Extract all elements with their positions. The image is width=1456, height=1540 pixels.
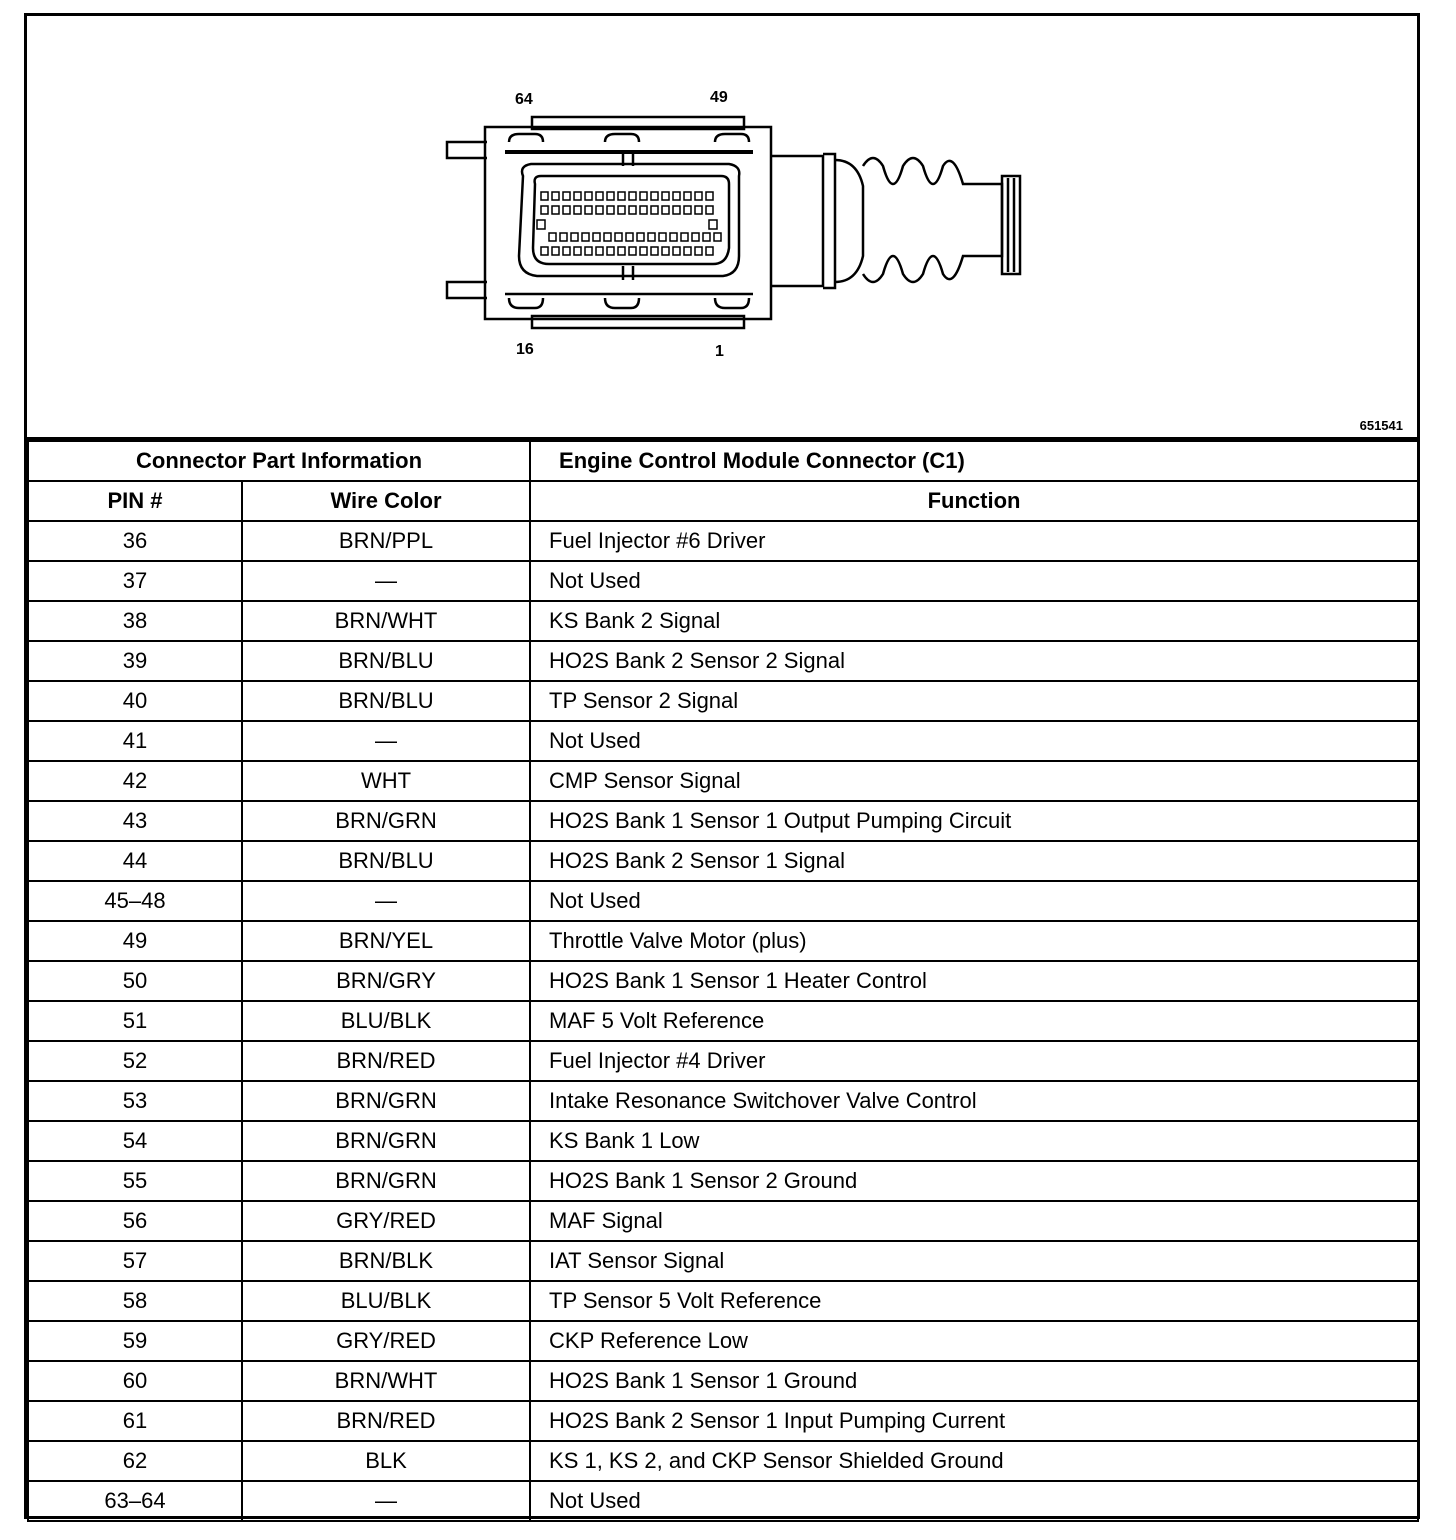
function-cell: Not Used xyxy=(530,721,1418,761)
pin-cavity xyxy=(541,247,548,255)
pin-cavity xyxy=(673,247,680,255)
pin-cell: 51 xyxy=(28,1001,242,1041)
pin-cavity xyxy=(706,206,713,214)
pin-cavity xyxy=(585,247,592,255)
pin-cavity xyxy=(552,206,559,214)
pin-cavity xyxy=(604,233,611,241)
wire-color-cell: — xyxy=(242,561,530,601)
pin-cavity xyxy=(662,247,669,255)
function-cell: Throttle Valve Motor (plus) xyxy=(530,921,1418,961)
pin-cell: 45–48 xyxy=(28,881,242,921)
table-row xyxy=(28,521,1418,561)
wire-color-cell: BLU/BLK xyxy=(242,1001,530,1041)
connector-sheet xyxy=(24,13,1420,1519)
pin-cavity xyxy=(681,233,688,241)
table-row xyxy=(28,881,1418,921)
pin-cavity xyxy=(651,206,658,214)
pin-cavity xyxy=(684,247,691,255)
table-row xyxy=(28,1161,1418,1201)
pin-cavity xyxy=(695,192,702,200)
function-cell: HO2S Bank 1 Sensor 2 Ground xyxy=(530,1161,1418,1201)
table-row xyxy=(28,1441,1418,1481)
pin-cell: 36 xyxy=(28,521,242,561)
pin-cell: 61 xyxy=(28,1401,242,1441)
pin-cavity xyxy=(640,206,647,214)
pin-cell: 57 xyxy=(28,1241,242,1281)
pin-cavity xyxy=(574,192,581,200)
pin-cavity xyxy=(607,247,614,255)
function-cell: HO2S Bank 1 Sensor 1 Output Pumping Circuit xyxy=(530,801,1418,841)
pin-cell: 58 xyxy=(28,1281,242,1321)
function-cell: Not Used xyxy=(530,881,1418,921)
pin-cavity xyxy=(662,206,669,214)
pin-cell: 63–64 xyxy=(28,1481,242,1521)
wire-color-cell: — xyxy=(242,1481,530,1521)
wire-color-cell: BRN/BLU xyxy=(242,641,530,681)
wire-color-cell: BRN/GRN xyxy=(242,1081,530,1121)
table-row xyxy=(28,1401,1418,1441)
pin-cell: 41 xyxy=(28,721,242,761)
pin-cell: 37 xyxy=(28,561,242,601)
figure-id: 651541 xyxy=(1359,418,1403,433)
pin-cavity xyxy=(582,233,589,241)
table-row xyxy=(28,681,1418,721)
table-row xyxy=(28,561,1418,601)
pin-cavity xyxy=(607,206,614,214)
table-row xyxy=(28,761,1418,801)
pin-cavity xyxy=(541,192,548,200)
pin-label-16: 16 xyxy=(516,341,534,358)
table-row xyxy=(28,1241,1418,1281)
wire-color-cell: BRN/RED xyxy=(242,1401,530,1441)
pin-cavity xyxy=(585,192,592,200)
pin-cell: 56 xyxy=(28,1201,242,1241)
pinout-table xyxy=(27,440,1419,1522)
function-cell: CKP Reference Low xyxy=(530,1321,1418,1361)
table-row xyxy=(28,1321,1418,1361)
function-cell: HO2S Bank 2 Sensor 1 Signal xyxy=(530,841,1418,881)
pin-cavity xyxy=(618,192,625,200)
table-row xyxy=(28,721,1418,761)
pin-cavity xyxy=(618,247,625,255)
wire-color-cell: — xyxy=(242,881,530,921)
pin-cell: 59 xyxy=(28,1321,242,1361)
wire-color-cell: BRN/BLU xyxy=(242,841,530,881)
connector-figure xyxy=(27,16,1417,440)
pin-cavity xyxy=(695,247,702,255)
wire-color-cell: BRN/GRN xyxy=(242,1121,530,1161)
function-cell: KS Bank 1 Low xyxy=(530,1121,1418,1161)
pin-cavity xyxy=(629,192,636,200)
ecm-connector-header: Engine Control Module Connector (C1) xyxy=(530,441,1418,481)
pin-cavity xyxy=(560,233,567,241)
pin-cavity xyxy=(596,247,603,255)
pin-cavity xyxy=(640,247,647,255)
function-cell: IAT Sensor Signal xyxy=(530,1241,1418,1281)
pin-cavity xyxy=(585,206,592,214)
pinout-table-body xyxy=(28,521,1418,1521)
table-row xyxy=(28,1201,1418,1241)
table-row xyxy=(28,1041,1418,1081)
pin-cavity xyxy=(571,233,578,241)
wire-color-cell: — xyxy=(242,721,530,761)
pin-cavity xyxy=(552,192,559,200)
function-cell: HO2S Bank 1 Sensor 1 Ground xyxy=(530,1361,1418,1401)
function-cell: Intake Resonance Switchover Valve Control xyxy=(530,1081,1418,1121)
wire-color-cell: GRY/RED xyxy=(242,1201,530,1241)
pin-label-49: 49 xyxy=(710,89,728,106)
wire-color-cell: BRN/GRN xyxy=(242,1161,530,1201)
pin-cavity xyxy=(640,192,647,200)
pin-column-header: PIN # xyxy=(28,481,242,521)
wire-color-cell: BRN/GRY xyxy=(242,961,530,1001)
function-cell: TP Sensor 2 Signal xyxy=(530,681,1418,721)
pin-label-1: 1 xyxy=(715,343,724,360)
wire-color-cell: BRN/BLK xyxy=(242,1241,530,1281)
pin-cavity xyxy=(651,247,658,255)
pin-cavity xyxy=(692,233,699,241)
table-row xyxy=(28,1121,1418,1161)
wire-color-cell: GRY/RED xyxy=(242,1321,530,1361)
pin-cavity xyxy=(607,192,614,200)
pin-cell: 52 xyxy=(28,1041,242,1081)
pin-cavity xyxy=(549,233,556,241)
pin-cell: 53 xyxy=(28,1081,242,1121)
wire-color-cell: BRN/GRN xyxy=(242,801,530,841)
pin-cell: 43 xyxy=(28,801,242,841)
pin-cavity xyxy=(615,233,622,241)
pin-cavity xyxy=(714,233,721,241)
pin-cavity xyxy=(593,233,600,241)
pin-label-64: 64 xyxy=(515,91,533,108)
pin-cell: 49 xyxy=(28,921,242,961)
pin-cell: 38 xyxy=(28,601,242,641)
pin-cavity xyxy=(648,233,655,241)
function-cell: HO2S Bank 2 Sensor 2 Signal xyxy=(530,641,1418,681)
pin-cavity xyxy=(637,233,644,241)
pin-cell: 42 xyxy=(28,761,242,801)
function-cell: KS 1, KS 2, and CKP Sensor Shielded Ground xyxy=(530,1441,1418,1481)
pin-cell: 39 xyxy=(28,641,242,681)
table-row xyxy=(28,641,1418,681)
wire-color-cell: WHT xyxy=(242,761,530,801)
pin-cavity xyxy=(706,192,713,200)
pin-cavity xyxy=(574,206,581,214)
pin-cell: 55 xyxy=(28,1161,242,1201)
function-cell: HO2S Bank 1 Sensor 1 Heater Control xyxy=(530,961,1418,1001)
wire-color-cell: BLK xyxy=(242,1441,530,1481)
pin-cell: 50 xyxy=(28,961,242,1001)
pin-cavity xyxy=(662,192,669,200)
pin-cavity xyxy=(709,220,717,229)
table-row xyxy=(28,1281,1418,1321)
pin-cavity xyxy=(684,206,691,214)
wire-color-cell: BRN/BLU xyxy=(242,681,530,721)
pin-cavity xyxy=(659,233,666,241)
wire-color-column-header: Wire Color xyxy=(242,481,530,521)
table-row xyxy=(28,1361,1418,1401)
pin-cell: 54 xyxy=(28,1121,242,1161)
function-cell: Not Used xyxy=(530,561,1418,601)
pin-cavity xyxy=(596,206,603,214)
table-title-row xyxy=(28,441,1418,481)
function-cell: KS Bank 2 Signal xyxy=(530,601,1418,641)
pin-cavity xyxy=(596,192,603,200)
table-row xyxy=(28,1001,1418,1041)
function-column-header: Function xyxy=(530,481,1418,521)
pin-cavity xyxy=(618,206,625,214)
pin-cavity xyxy=(563,192,570,200)
table-row xyxy=(28,921,1418,961)
function-cell: CMP Sensor Signal xyxy=(530,761,1418,801)
connector-drawing xyxy=(27,16,1417,440)
function-cell: Not Used xyxy=(530,1481,1418,1521)
pin-cell: 40 xyxy=(28,681,242,721)
table-row xyxy=(28,1081,1418,1121)
pin-cavity xyxy=(541,206,548,214)
pin-cavity xyxy=(563,206,570,214)
table-row xyxy=(28,961,1418,1001)
pin-cell: 62 xyxy=(28,1441,242,1481)
pin-cavity xyxy=(695,206,702,214)
table-row xyxy=(28,1481,1418,1521)
pin-cavity xyxy=(552,247,559,255)
table-row xyxy=(28,841,1418,881)
connector-part-info-header: Connector Part Information xyxy=(28,441,530,481)
pin-cavity xyxy=(684,192,691,200)
pin-cavity xyxy=(629,247,636,255)
wire-color-cell: BRN/WHT xyxy=(242,1361,530,1401)
pin-cell: 44 xyxy=(28,841,242,881)
pin-cavity xyxy=(574,247,581,255)
pin-cavity xyxy=(703,233,710,241)
pin-cavity xyxy=(651,192,658,200)
wire-color-cell: BRN/WHT xyxy=(242,601,530,641)
pin-cavity xyxy=(629,206,636,214)
pin-cavity xyxy=(563,247,570,255)
column-header-row xyxy=(28,481,1418,521)
pin-cavity xyxy=(670,233,677,241)
pin-cavity xyxy=(673,206,680,214)
function-cell: HO2S Bank 2 Sensor 1 Input Pumping Current xyxy=(530,1401,1418,1441)
pin-cavity xyxy=(537,220,545,229)
table-row xyxy=(28,801,1418,841)
pin-cavity xyxy=(706,247,713,255)
wire-color-cell: BLU/BLK xyxy=(242,1281,530,1321)
function-cell: Fuel Injector #6 Driver xyxy=(530,521,1418,561)
table-row xyxy=(28,601,1418,641)
function-cell: Fuel Injector #4 Driver xyxy=(530,1041,1418,1081)
wire-color-cell: BRN/YEL xyxy=(242,921,530,961)
function-cell: MAF Signal xyxy=(530,1201,1418,1241)
function-cell: TP Sensor 5 Volt Reference xyxy=(530,1281,1418,1321)
pin-cavity xyxy=(626,233,633,241)
function-cell: MAF 5 Volt Reference xyxy=(530,1001,1418,1041)
pin-cell: 60 xyxy=(28,1361,242,1401)
wire-color-cell: BRN/RED xyxy=(242,1041,530,1081)
wire-color-cell: BRN/PPL xyxy=(242,521,530,561)
pin-cavity xyxy=(673,192,680,200)
